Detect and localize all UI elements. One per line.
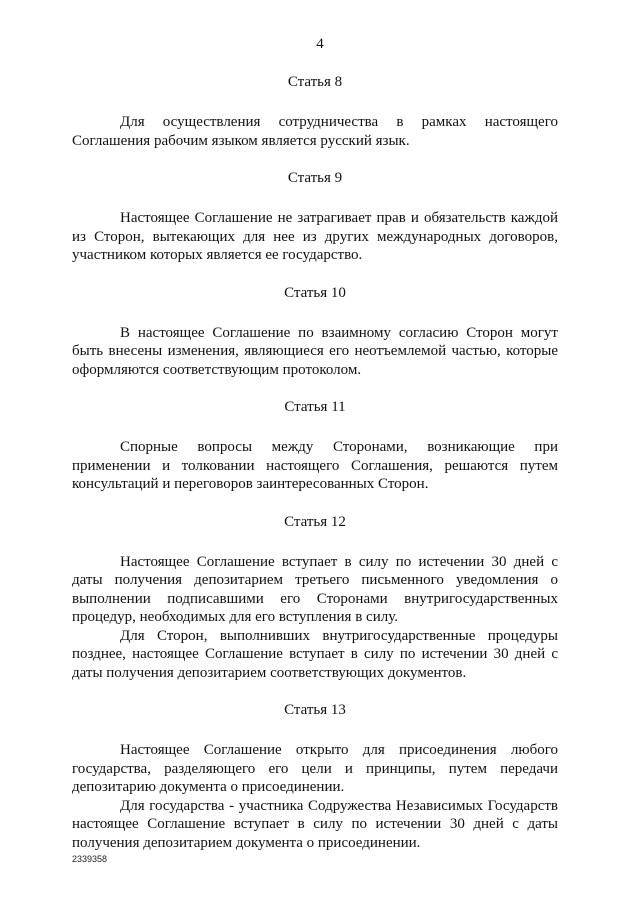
article-title: Статья 10: [284, 284, 346, 301]
article-9: [72, 169, 558, 265]
article-13: [72, 701, 558, 852]
article-paragraph: Настоящее Соглашение вступает в силу по истечении 30 дней с даты получения депозитарием третьего письменного уведомления о выполнении подписавшими его Сторонами внутригосударственных процедур, необходимых для его вступления в силу.: [72, 553, 558, 625]
article-paragraph: Для осуществления сотрудничества в рамках настоящего Соглашения рабочим языком является русский язык.: [72, 114, 558, 149]
article-paragraph: Спорные вопросы между Сторонами, возникающие при применении и толковании настоящего Соглашения, решаются путем консультаций и переговоров заинтересованных Сторон.: [72, 439, 558, 492]
article-paragraph: Для Сторон, выполнивших внутригосударственные процедуры позднее, настоящее Соглашение вступает в силу по истечении 30 дней с даты получения депозитарием соответствующих документов.: [72, 627, 558, 681]
article-11: [72, 398, 558, 494]
article-paragraph: Для государства - участника Содружества Независимых Государств настоящее Соглашение вступает в силу по истечении 30 дней с даты получения депозитарием документа о присоединении.: [72, 797, 558, 851]
document-code: 2339358: [72, 854, 108, 864]
article-12: [72, 513, 558, 683]
article-10: [72, 284, 558, 380]
article-title: Статья 8: [287, 74, 343, 90]
article-paragraph: В настоящее Соглашение по взаимному согласию Сторон могут быть внесены изменения, являющиеся его неотъемлемой частью, которые оформляются соответствующим протоколом.: [72, 324, 558, 378]
article-8: [72, 73, 558, 150]
article-title: Статья 12: [284, 513, 346, 530]
article-title: Статья 11: [284, 399, 346, 415]
article-title: Статья 13: [284, 702, 346, 718]
document-body: [72, 73, 558, 852]
page-number: 4: [316, 36, 324, 52]
article-title: Статья 9: [287, 170, 343, 186]
article-paragraph: Настоящее Соглашение открыто для присоединения любого государства, разделяющего его цели и принципы, путем передачи депозитарию документа о присоединении.: [72, 742, 558, 795]
article-paragraph: Настоящее Соглашение не затрагивает прав и обязательств каждой из Сторон, вытекающих для нее из других международных договоров, участником которых является ее государство.: [72, 210, 558, 263]
